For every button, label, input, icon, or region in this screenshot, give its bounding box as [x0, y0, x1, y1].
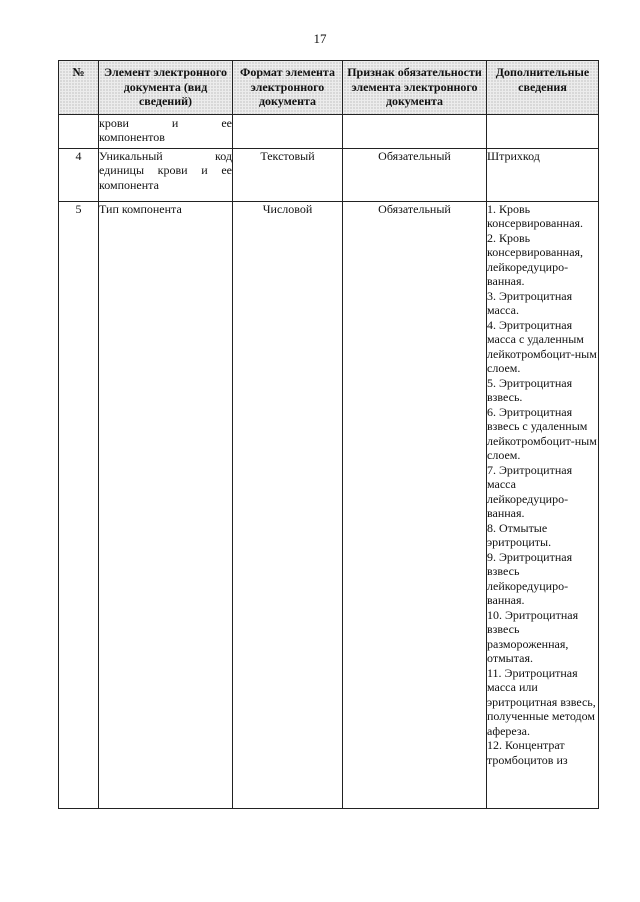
cell-element: [99, 148, 233, 201]
cell-required: [343, 114, 487, 148]
additional-list-item: 3. Эритроцитная масса.: [487, 288, 573, 317]
document-table: [58, 60, 599, 809]
cell-additional: [487, 114, 599, 148]
cell-element: [99, 114, 233, 148]
table-header-row: [59, 61, 599, 115]
additional-list-item: 7. Эритроцитная масса лейкоредуциро-ванная.: [487, 462, 573, 520]
additional-list-item: 8. Отмытые эритроциты.: [487, 520, 552, 549]
cell-element: Тип компонента: [99, 201, 233, 808]
table-row: [59, 201, 599, 808]
cell-format: Текстовый: [233, 148, 343, 201]
cell-required: Обязательный: [343, 148, 487, 201]
additional-list-item: 4. Эритроцитная масса с удаленным лейкотромбоцит-ным слоем.: [487, 317, 597, 375]
additional-list-item: 10. Эритроцитная взвесь размороженная, отмытая.: [487, 607, 579, 665]
header-number: №: [59, 61, 99, 115]
cell-element-line: компонента: [99, 177, 159, 192]
additional-list-item: 12. Концентрат тромбоцитов из: [487, 738, 568, 767]
additional-list-item: 2. Кровь консервированная, лейкоредуциро-ванная.: [487, 230, 584, 288]
table-row: [59, 114, 599, 148]
cell-format: [233, 114, 343, 148]
additional-list-item: 5. Эритроцитная взвесь.: [487, 375, 573, 404]
header-additional: Дополнительные сведения: [487, 61, 599, 115]
cell-additional: Штрихкод: [487, 148, 599, 201]
additional-list-item: 1. Кровь консервированная.: [487, 201, 584, 230]
cell-format: Числовой: [233, 201, 343, 808]
header-required: Признак обязательности элемента электронного документа: [343, 61, 487, 115]
page-number: 17: [313, 31, 327, 46]
cell-number: [59, 114, 99, 148]
additional-list-item: 11. Эритроцитная масса или эритроцитная взвесь, полученные методом афереза.: [487, 665, 596, 738]
header-element: Элемент электронного документа (вид сведений): [99, 61, 233, 115]
cell-required: Обязательный: [343, 201, 487, 808]
additional-list-item: 6. Эритроцитная взвесь с удаленным лейкотромбоцит-ным слоем.: [487, 404, 597, 462]
cell-number: 4: [59, 148, 99, 201]
additional-list-item: 9. Эритроцитная взвесь лейкоредуциро-ванная.: [487, 549, 573, 607]
cell-additional: [487, 201, 599, 808]
cell-element-line: компонентов: [99, 130, 165, 144]
cell-element-line: единицы крови и ее: [99, 163, 232, 177]
cell-number: 5: [59, 201, 99, 808]
cell-element-line: Уникальный код: [99, 148, 232, 163]
table-row: [59, 148, 599, 201]
cell-element-line: крови и ее: [99, 115, 232, 130]
header-format: Формат элемента электронного документа: [233, 61, 343, 115]
